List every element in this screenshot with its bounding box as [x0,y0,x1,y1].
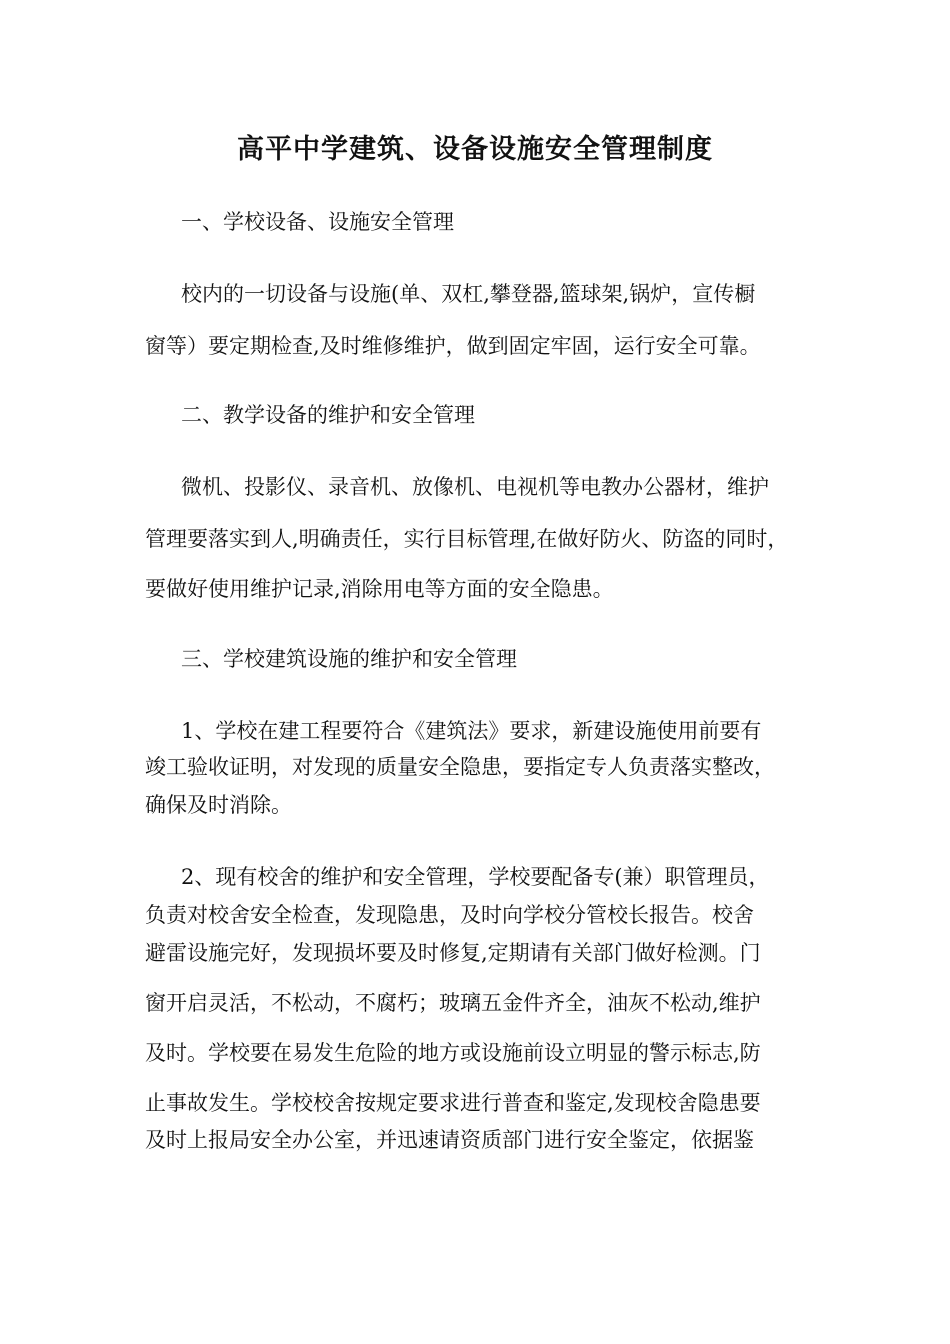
section3-item2-line-6: 止事故发生。学校校舍按规定要求进行普查和鉴定,发现校舍隐患要 [145,1091,761,1115]
section3-item2-line-3: 避雷设施完好，发现损坏要及时修复,定期请有关部门做好检测。门 [145,941,761,965]
section2-paragraph-line-3: 要做好使用维护记录,消除用电等方面的安全隐患。 [145,577,614,601]
section3-item1-line-3: 确保及时消除。 [145,793,292,817]
section1-heading: 一、学校设备、设施安全管理 [181,210,454,234]
section3-item1-line-2: 竣工验收证明，对发现的质量安全隐患，要指定专人负责落实整改， [145,755,775,779]
section3-item2-line-5: 及时。学校要在易发生危险的地方或设施前设立明显的警示标志,防 [145,1041,761,1065]
section3-item2-line-4: 窗开启灵活，不松动，不腐朽；玻璃五金件齐全，油灰不松动,维护 [145,991,761,1015]
section1-paragraph-line-1: 校内的一切设备与设施(单、双杠,攀登器,篮球架,锅炉，宣传橱 [181,282,756,306]
section2-paragraph-line-1: 微机、投影仪、录音机、放像机、电视机等电教办公器材，维护 [181,475,769,499]
section3-item2-line-7: 及时上报局安全办公室，并迅速请资质部门进行安全鉴定，依据鉴 [145,1128,754,1152]
section3-item2-line-1: 2、现有校舍的维护和安全管理，学校要配备专(兼）职管理员， [181,865,770,889]
document-title: 高平中学建筑、设备设施安全管理制度 [237,134,713,165]
section2-heading: 二、教学设备的维护和安全管理 [181,403,475,427]
section3-item1-line-1: 1、学校在建工程要符合《建筑法》要求，新建设施使用前要有 [181,719,762,743]
section3-item2-line-2: 负责对校舍安全检查，发现隐患，及时向学校分管校长报告。校舍 [145,903,754,927]
section1-paragraph-line-2: 窗等）要定期检查,及时维修维护，做到固定牢固，运行安全可靠。 [145,334,761,358]
section3-heading: 三、学校建筑设施的维护和安全管理 [181,647,517,671]
section2-paragraph-line-2: 管理要落实到人,明确责任，实行目标管理,在做好防火、防盗的同时， [145,527,789,551]
